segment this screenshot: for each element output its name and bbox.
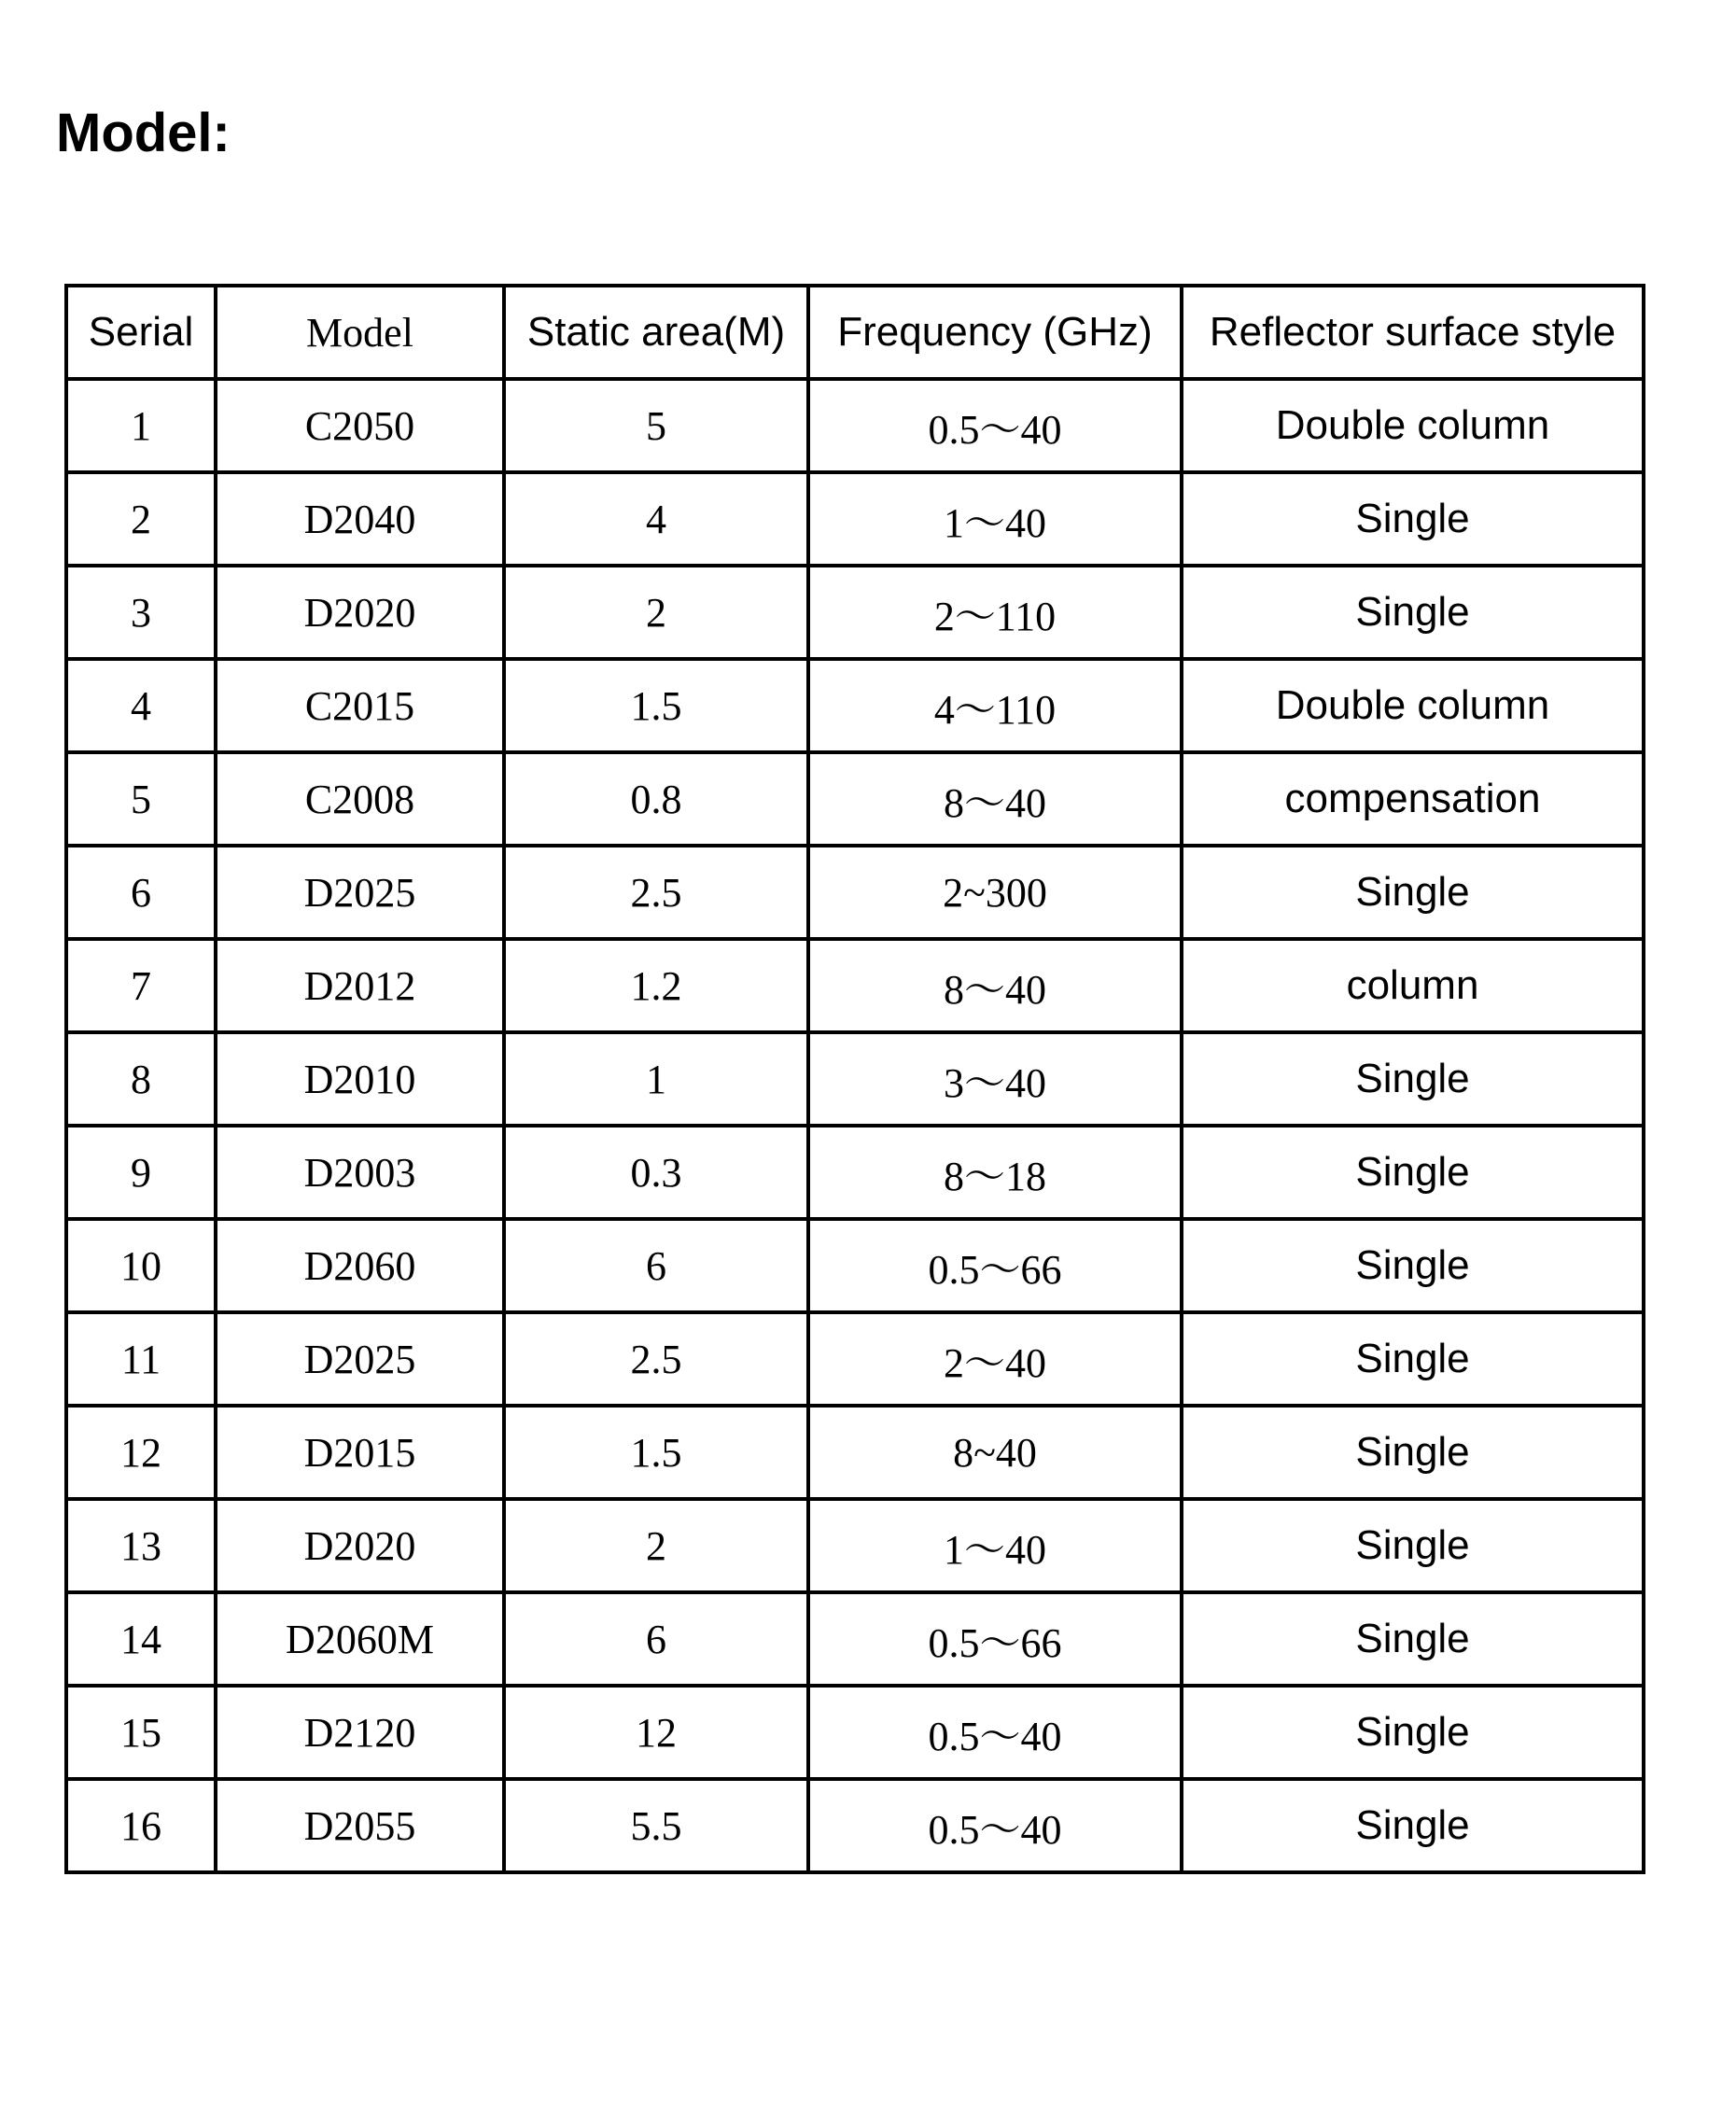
cell-static-area: 1.2	[504, 939, 808, 1032]
cell-serial: 14	[66, 1592, 216, 1686]
header-reflector-style: Reflector surface style	[1182, 286, 1644, 379]
table-row	[66, 1779, 1644, 1872]
cell-serial: 8	[66, 1032, 216, 1126]
header-model: Model	[216, 286, 504, 379]
header-frequency: Frequency (GHz)	[808, 286, 1182, 379]
cell-serial: 16	[66, 1779, 216, 1872]
cell-static-area: 2	[504, 1499, 808, 1592]
cell-frequency: 1～40	[808, 1499, 1182, 1592]
cell-static-area: 6	[504, 1592, 808, 1686]
cell-static-area: 5	[504, 379, 808, 472]
cell-frequency: 0.5～40	[808, 1779, 1182, 1872]
table-row	[66, 472, 1644, 566]
cell-model: D2060	[216, 1219, 504, 1312]
cell-frequency: 8~40	[808, 1406, 1182, 1499]
cell-reflector-style: Single	[1182, 1126, 1644, 1219]
cell-reflector-style: Single	[1182, 1686, 1644, 1779]
cell-frequency: 8～40	[808, 752, 1182, 846]
cell-serial: 15	[66, 1686, 216, 1779]
cell-frequency: 4～110	[808, 659, 1182, 752]
cell-model: C2050	[216, 379, 504, 472]
cell-static-area: 2	[504, 566, 808, 659]
cell-model: D2025	[216, 1312, 504, 1406]
cell-frequency: 0.5～40	[808, 379, 1182, 472]
cell-serial: 4	[66, 659, 216, 752]
table-row	[66, 566, 1644, 659]
cell-serial: 10	[66, 1219, 216, 1312]
cell-frequency: 8～18	[808, 1126, 1182, 1219]
cell-reflector-style: Single	[1182, 1779, 1644, 1872]
cell-static-area: 2.5	[504, 1312, 808, 1406]
cell-serial: 1	[66, 379, 216, 472]
cell-reflector-style: Double column	[1182, 659, 1644, 752]
table-row	[66, 1592, 1644, 1686]
cell-model: C2008	[216, 752, 504, 846]
cell-model: D2055	[216, 1779, 504, 1872]
cell-reflector-style: Single	[1182, 1032, 1644, 1126]
cell-frequency: 0.5～66	[808, 1219, 1182, 1312]
cell-model: D2060M	[216, 1592, 504, 1686]
cell-static-area: 0.8	[504, 752, 808, 846]
cell-frequency: 0.5～66	[808, 1592, 1182, 1686]
cell-static-area: 0.3	[504, 1126, 808, 1219]
cell-model: C2015	[216, 659, 504, 752]
cell-static-area: 6	[504, 1219, 808, 1312]
cell-reflector-style: Single	[1182, 1312, 1644, 1406]
table-row	[66, 1406, 1644, 1499]
cell-reflector-style: Single	[1182, 846, 1644, 939]
cell-frequency: 2～110	[808, 566, 1182, 659]
table-row	[66, 1032, 1644, 1126]
cell-model: D2010	[216, 1032, 504, 1126]
table-row	[66, 1499, 1644, 1592]
cell-reflector-style: Single	[1182, 472, 1644, 566]
cell-reflector-style: Single	[1182, 1406, 1644, 1499]
cell-static-area: 2.5	[504, 846, 808, 939]
cell-static-area: 12	[504, 1686, 808, 1779]
cell-serial: 5	[66, 752, 216, 846]
cell-serial: 2	[66, 472, 216, 566]
table-row	[66, 1219, 1644, 1312]
cell-model: D2020	[216, 566, 504, 659]
page-title: Model:	[56, 103, 231, 163]
header-static-area: Static area(M)	[504, 286, 808, 379]
cell-frequency: 2～40	[808, 1312, 1182, 1406]
cell-frequency: 8～40	[808, 939, 1182, 1032]
cell-serial: 9	[66, 1126, 216, 1219]
cell-static-area: 1	[504, 1032, 808, 1126]
header-serial: Serial	[66, 286, 216, 379]
table-row	[66, 752, 1644, 846]
cell-static-area: 4	[504, 472, 808, 566]
cell-frequency: 0.5～40	[808, 1686, 1182, 1779]
cell-model: D2040	[216, 472, 504, 566]
cell-model: D2015	[216, 1406, 504, 1499]
table-row	[66, 1126, 1644, 1219]
cell-reflector-style: Single	[1182, 1219, 1644, 1312]
cell-model: D2020	[216, 1499, 504, 1592]
cell-serial: 6	[66, 846, 216, 939]
cell-model: D2025	[216, 846, 504, 939]
cell-frequency: 3～40	[808, 1032, 1182, 1126]
table-header-row	[66, 286, 1644, 379]
cell-static-area: 1.5	[504, 1406, 808, 1499]
cell-reflector-style: Single	[1182, 1499, 1644, 1592]
cell-serial: 3	[66, 566, 216, 659]
cell-reflector-style: Single	[1182, 566, 1644, 659]
cell-frequency: 2~300	[808, 846, 1182, 939]
table-row	[66, 846, 1644, 939]
table-row	[66, 379, 1644, 472]
cell-serial: 12	[66, 1406, 216, 1499]
cell-frequency: 1～40	[808, 472, 1182, 566]
cell-model: D2012	[216, 939, 504, 1032]
cell-serial: 7	[66, 939, 216, 1032]
table-row	[66, 1686, 1644, 1779]
cell-reflector-style: Single	[1182, 1592, 1644, 1686]
table-row	[66, 939, 1644, 1032]
table-row	[66, 659, 1644, 752]
cell-reflector-style: Double column	[1182, 379, 1644, 472]
cell-reflector-style: column	[1182, 939, 1644, 1032]
cell-model: D2120	[216, 1686, 504, 1779]
cell-reflector-style: compensation	[1182, 752, 1644, 846]
table-row	[66, 1312, 1644, 1406]
model-spec-table	[64, 284, 1645, 1874]
cell-model: D2003	[216, 1126, 504, 1219]
cell-static-area: 5.5	[504, 1779, 808, 1872]
cell-static-area: 1.5	[504, 659, 808, 752]
cell-serial: 11	[66, 1312, 216, 1406]
cell-serial: 13	[66, 1499, 216, 1592]
